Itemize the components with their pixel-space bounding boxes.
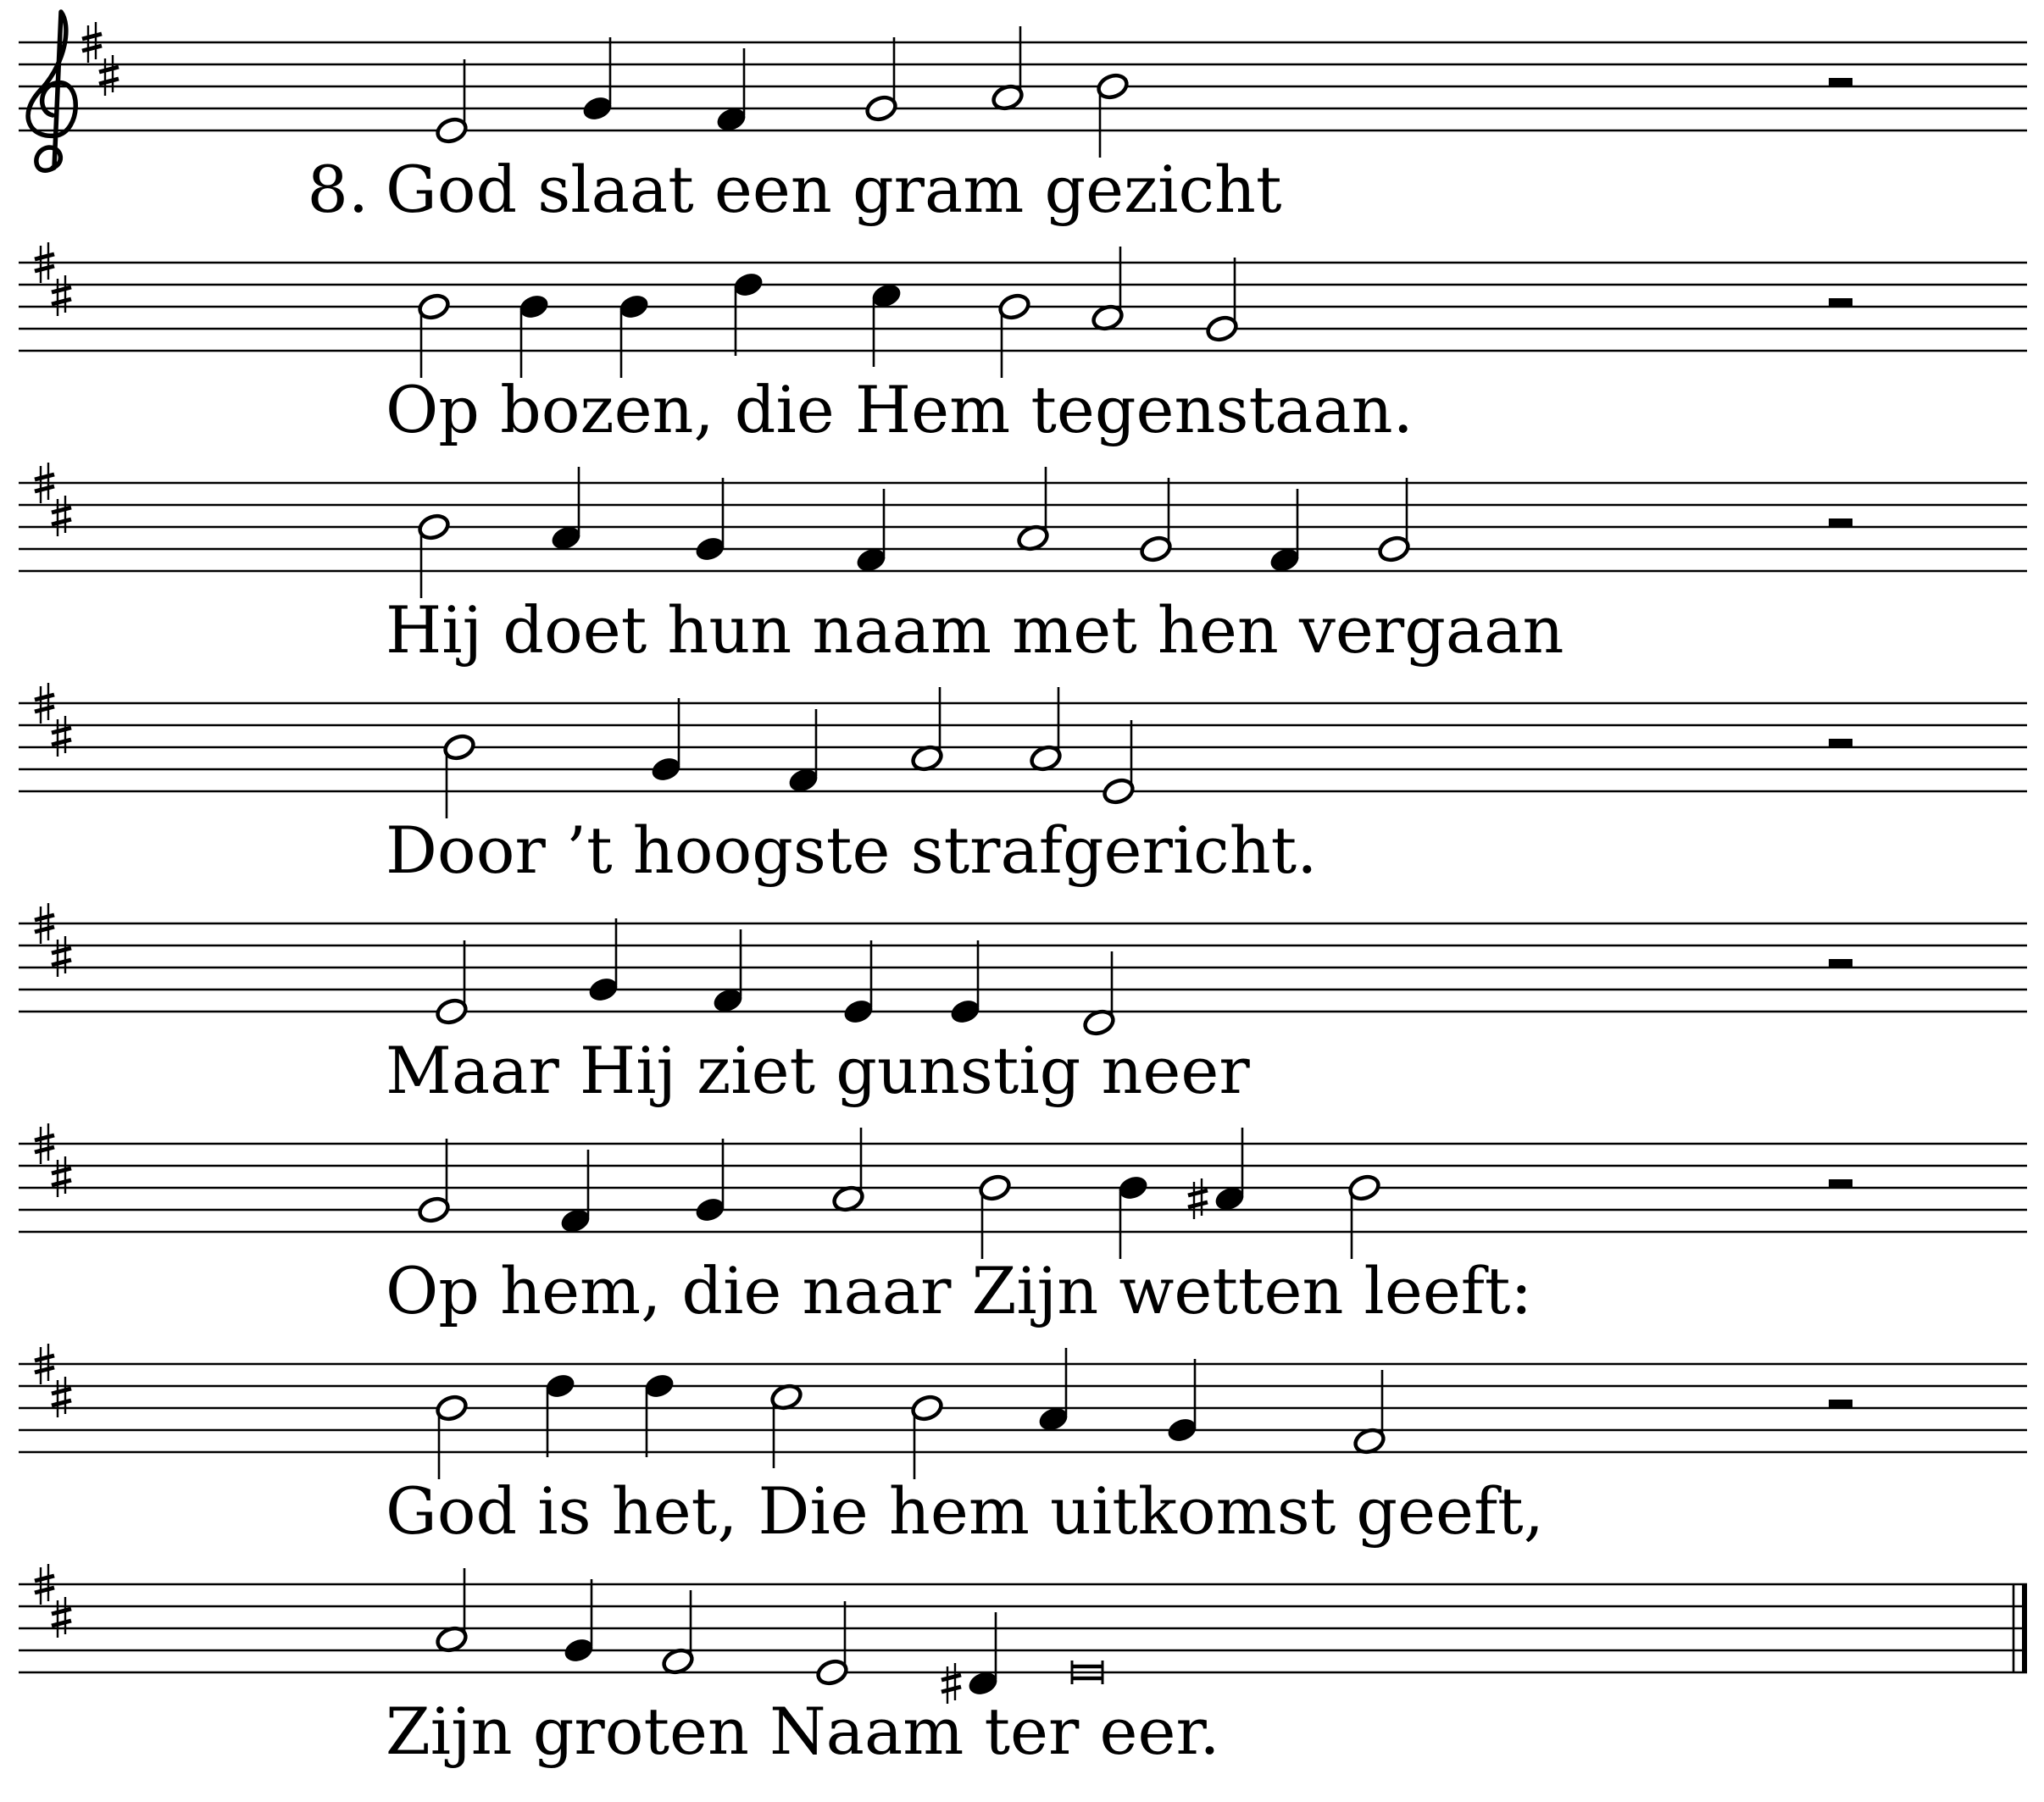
note bbox=[1016, 467, 1051, 552]
note bbox=[831, 1128, 866, 1213]
note bbox=[1036, 1348, 1071, 1433]
note bbox=[1347, 1173, 1382, 1259]
note bbox=[711, 929, 746, 1015]
sharp-c-icon bbox=[52, 1156, 71, 1197]
lyric-line-2: Op bozen, die Hem tegenstaan. bbox=[386, 372, 1414, 447]
accidental-sharp-icon bbox=[1188, 1178, 1208, 1219]
key-signature bbox=[35, 242, 71, 316]
staff-1 bbox=[19, 12, 2027, 170]
note bbox=[841, 940, 876, 1026]
note bbox=[517, 292, 552, 378]
half-rest-icon bbox=[1829, 1179, 1852, 1189]
note bbox=[417, 1139, 452, 1224]
note bbox=[786, 709, 821, 795]
key-signature bbox=[35, 1344, 71, 1417]
half-rest-icon bbox=[1829, 298, 1852, 308]
note bbox=[558, 1150, 593, 1235]
note bbox=[617, 292, 652, 378]
note bbox=[693, 478, 728, 563]
note bbox=[649, 698, 684, 784]
note bbox=[1139, 478, 1174, 563]
note bbox=[731, 270, 766, 356]
note bbox=[854, 489, 889, 574]
note bbox=[815, 1601, 850, 1687]
staff-8 bbox=[19, 1564, 2027, 1704]
lyric-line-6: Op hem, die naar Zijn wetten leeft: bbox=[386, 1253, 1533, 1328]
note bbox=[417, 513, 452, 598]
note bbox=[435, 940, 469, 1026]
note bbox=[910, 687, 945, 773]
note bbox=[1377, 478, 1412, 563]
half-rest-icon bbox=[1829, 78, 1852, 87]
note bbox=[417, 292, 452, 378]
note bbox=[1029, 687, 1064, 773]
lyric-line-7: God is het, Die hem uitkomst geeft, bbox=[386, 1473, 1544, 1549]
note bbox=[1352, 1370, 1387, 1455]
note bbox=[1102, 720, 1136, 806]
staff-3 bbox=[19, 463, 2027, 598]
verse-number: 8. bbox=[307, 152, 369, 227]
note bbox=[580, 37, 615, 123]
note bbox=[1165, 1359, 1200, 1444]
note bbox=[1268, 489, 1302, 574]
note bbox=[1096, 72, 1130, 158]
note bbox=[1205, 258, 1240, 343]
note bbox=[693, 1139, 728, 1224]
half-rest-icon bbox=[1829, 959, 1852, 968]
note bbox=[941, 1612, 1000, 1704]
staff-7 bbox=[19, 1344, 2027, 1479]
key-signature bbox=[82, 22, 119, 96]
note bbox=[435, 1568, 469, 1654]
note bbox=[978, 1173, 1013, 1259]
note bbox=[543, 1372, 578, 1457]
key-signature bbox=[35, 463, 71, 536]
note bbox=[562, 1579, 597, 1665]
sharp-c-icon bbox=[52, 716, 71, 757]
sharp-c-icon bbox=[52, 936, 71, 977]
staff-5 bbox=[19, 903, 2027, 1037]
lyric-line-8: Zijn groten Naam ter eer. bbox=[386, 1694, 1220, 1769]
note bbox=[435, 59, 469, 145]
sharp-c-icon bbox=[99, 55, 119, 96]
note bbox=[1091, 247, 1125, 332]
note bbox=[948, 940, 983, 1026]
lyric-line-1: God slaat een gram gezicht bbox=[386, 152, 1282, 227]
half-rest-icon bbox=[1829, 739, 1852, 748]
sharp-c-icon bbox=[52, 275, 71, 316]
sharp-c-icon bbox=[52, 1377, 71, 1417]
lyric-line-3: Hij doet hun naam met hen vergaan bbox=[386, 592, 1564, 668]
key-signature bbox=[35, 683, 71, 757]
note bbox=[642, 1372, 677, 1457]
key-signature bbox=[35, 903, 71, 977]
note bbox=[991, 26, 1025, 112]
lyric-line-4: Door ’t hoogste strafgericht. bbox=[386, 812, 1318, 888]
key-signature bbox=[35, 1564, 71, 1638]
staff-2 bbox=[19, 242, 2027, 378]
note bbox=[869, 281, 904, 367]
note bbox=[549, 467, 584, 552]
note bbox=[1082, 951, 1117, 1037]
note bbox=[1188, 1128, 1247, 1219]
half-rest-icon bbox=[1829, 1400, 1852, 1409]
note bbox=[714, 48, 749, 134]
note bbox=[1116, 1173, 1151, 1259]
staff-6 bbox=[19, 1123, 2027, 1259]
note bbox=[661, 1590, 696, 1676]
lyric-line-5: Maar Hij ziet gunstig neer bbox=[386, 1033, 1250, 1108]
treble-clef-icon bbox=[28, 12, 75, 170]
sharp-c-icon bbox=[52, 1597, 71, 1638]
half-rest-icon bbox=[1829, 518, 1852, 528]
sharp-c-icon bbox=[52, 496, 71, 536]
note bbox=[435, 1394, 469, 1479]
note bbox=[442, 733, 477, 818]
note bbox=[910, 1394, 945, 1479]
note bbox=[586, 918, 621, 1004]
staff-4 bbox=[19, 683, 2027, 818]
key-signature bbox=[35, 1123, 71, 1197]
note bbox=[997, 292, 1032, 378]
note bbox=[769, 1383, 804, 1468]
note bbox=[864, 37, 899, 123]
